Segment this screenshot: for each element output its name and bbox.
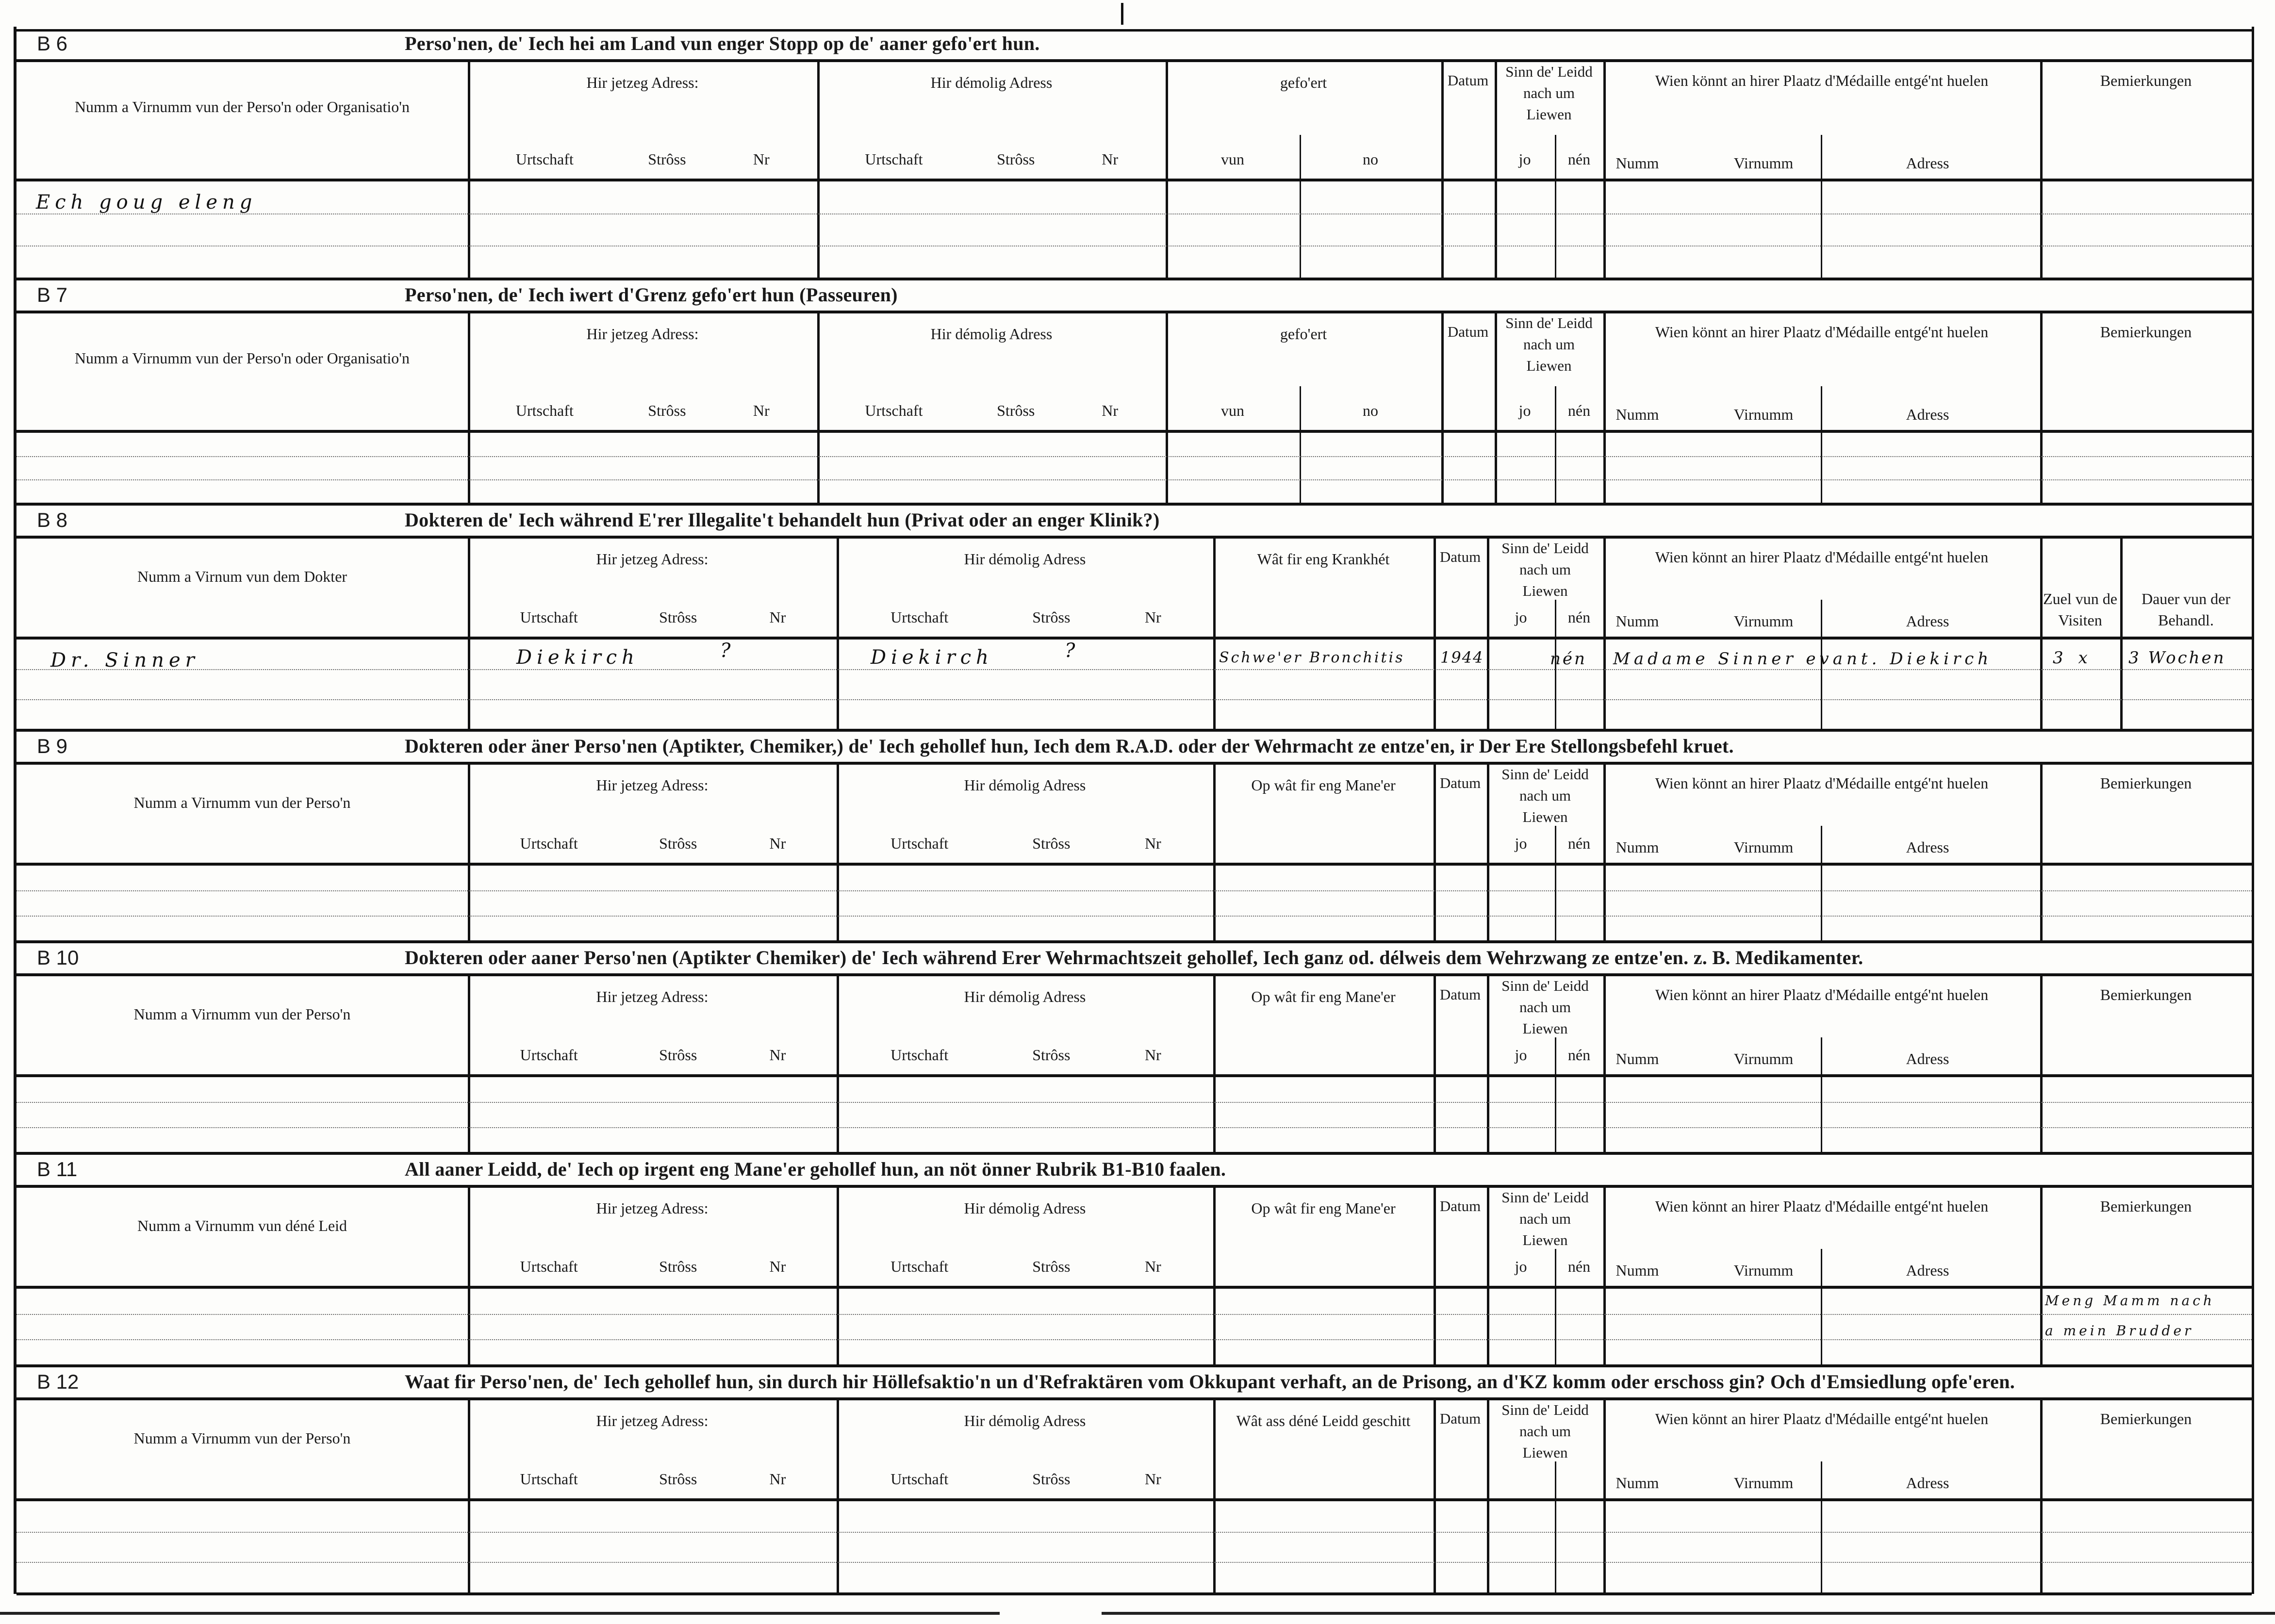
- column-divider: [1603, 1185, 1606, 1364]
- entry-line: [16, 1102, 2252, 1103]
- current-address-header: Hir jetzeg Adress:: [596, 988, 709, 1005]
- dauer-header: Dauer vun der Behandl.: [2141, 590, 2231, 629]
- medal-divider: [1821, 1461, 1822, 1592]
- column-divider: [837, 762, 839, 940]
- sinn-jo-label: jo: [1515, 1046, 1527, 1064]
- stross-label: Strôss: [1032, 1258, 1071, 1275]
- header-rule: [16, 1286, 2252, 1289]
- gefoert-divider: [1300, 386, 1301, 503]
- section-b10: [16, 943, 2252, 1155]
- urtschaft-label: Urtschaft: [520, 608, 578, 626]
- name-column-header: Numm a Virnumm vun der Perso'n oder Organisatio'n: [74, 98, 410, 115]
- nr-label: Nr: [1144, 1470, 1161, 1488]
- header-rule: [16, 863, 2252, 866]
- column-divider: [1603, 311, 1606, 503]
- column-divider: [468, 762, 470, 940]
- sinn-header: Sinn de' Leidd nach um Liewen: [1505, 63, 1593, 123]
- sinn-divider: [1555, 1461, 1556, 1592]
- former-address-header: Hir démolig Adress: [964, 988, 1086, 1005]
- medal-numm-label: Numm: [1616, 612, 1659, 630]
- stross-label: Strôss: [1032, 1046, 1071, 1064]
- column-divider: [468, 311, 470, 503]
- column4-header: Op wât fir eng Mane'er: [1251, 1199, 1396, 1217]
- column-divider: [1166, 311, 1168, 503]
- medal-header: Wien könnt an hirer Plaatz d'Médaille entgé'nt huelen: [1655, 1410, 1989, 1427]
- nr-label: Nr: [769, 608, 786, 626]
- column-divider: [2040, 1397, 2043, 1592]
- former-address-header: Hir démolig Adress: [930, 74, 1053, 91]
- urtschaft-label: Urtschaft: [890, 608, 949, 626]
- former-address-header: Hir démolig Adress: [964, 1412, 1086, 1429]
- datum-header: Datum: [1439, 548, 1481, 565]
- nr-label: Nr: [1144, 1258, 1161, 1275]
- urtschaft-label: Urtschaft: [515, 150, 574, 168]
- urtschaft-label: Urtschaft: [890, 1258, 949, 1275]
- nr-label: Nr: [1144, 608, 1161, 626]
- nr-label: Nr: [1144, 835, 1161, 852]
- sinn-nen-label: nén: [1567, 835, 1591, 852]
- remarks-header: Bemierkungen: [2100, 323, 2192, 341]
- section-b6: [16, 29, 2252, 280]
- header-rule: [16, 1074, 2252, 1077]
- medal-virnumm-label: Virnumm: [1733, 1474, 1794, 1492]
- medal-virnumm-label: Virnumm: [1733, 406, 1794, 423]
- column-divider: [2040, 311, 2043, 503]
- datum-header: Datum: [1447, 72, 1489, 89]
- entry-line: [16, 479, 2252, 480]
- column-divider: [817, 59, 820, 278]
- sinn-header: Sinn de' Leidd nach um Liewen: [1501, 977, 1589, 1037]
- entry-illness: Schwe'er Bronchitis: [1219, 649, 1405, 666]
- stross-label: Strôss: [997, 150, 1035, 168]
- current-address-header: Hir jetzeg Adress:: [586, 74, 699, 91]
- medal-numm-label: Numm: [1616, 1262, 1659, 1279]
- medal-adress-label: Adress: [1906, 612, 1949, 630]
- stross-label: Strôss: [659, 1470, 697, 1488]
- medal-virnumm-label: Virnumm: [1733, 1050, 1794, 1067]
- nr-label: Nr: [769, 1258, 786, 1275]
- column-divider: [1603, 762, 1606, 940]
- medal-adress-label: Adress: [1906, 406, 1949, 423]
- column-divider: [468, 973, 470, 1152]
- former-address-header: Hir démolig Adress: [964, 1199, 1086, 1217]
- remarks-header: Bemierkungen: [2100, 774, 2192, 792]
- entry-line: [16, 1532, 2252, 1533]
- section-code: B 10: [37, 946, 79, 969]
- column4-header: Wât fir eng Krankhét: [1257, 550, 1390, 568]
- stross-label: Strôss: [1032, 608, 1071, 626]
- entry-line: [16, 669, 2252, 670]
- gefoert-no-label: no: [1363, 402, 1378, 419]
- sinn-nen-label: nén: [1567, 1258, 1591, 1275]
- stross-label: Strôss: [648, 150, 686, 168]
- sinn-nen-label: nén: [1567, 608, 1591, 626]
- medal-divider: [1821, 826, 1822, 940]
- column4-header: Op wât fir eng Mane'er: [1251, 988, 1396, 1005]
- datum-header: Datum: [1439, 1197, 1481, 1214]
- current-address-header: Hir jetzeg Adress:: [596, 1412, 709, 1429]
- entry-line: [16, 916, 2252, 917]
- column-divider: [1213, 1185, 1216, 1364]
- medal-divider: [1821, 386, 1822, 503]
- urtschaft-label: Urtschaft: [890, 1470, 949, 1488]
- remark-line-1: Meng Mamm nach: [2045, 1293, 2215, 1309]
- section-b8: [16, 506, 2252, 732]
- medal-numm-label: Numm: [1616, 1050, 1659, 1067]
- column-divider: [1495, 311, 1497, 503]
- entry-date: 1944: [1440, 648, 1484, 667]
- zuel-visiten-header: Zuel vun de Visiten: [2043, 590, 2117, 629]
- sinn-jo-label: jo: [1518, 402, 1531, 419]
- section-b7: [16, 280, 2252, 506]
- column-divider: [468, 1397, 470, 1592]
- current-address-header: Hir jetzeg Adress:: [596, 1199, 709, 1217]
- section-code: B 8: [37, 509, 68, 531]
- entry-line: [16, 1127, 2252, 1128]
- entry-line: [16, 1562, 2252, 1563]
- title-rule: [16, 973, 2252, 976]
- current-address-header: Hir jetzeg Adress:: [596, 776, 709, 794]
- datum-header: Datum: [1447, 323, 1489, 340]
- nr-label: Nr: [1144, 1046, 1161, 1064]
- header-rule: [16, 1498, 2252, 1501]
- sinn-jo-label: jo: [1515, 608, 1527, 626]
- column-divider: [1603, 973, 1606, 1152]
- column-divider: [2040, 973, 2043, 1152]
- column-divider: [1487, 973, 1489, 1152]
- name-column-header: Numm a Virnumm vun déné Leid: [137, 1217, 347, 1234]
- nr-label: Nr: [1102, 150, 1118, 168]
- column-divider: [2040, 59, 2043, 278]
- name-column-header: Numm a Virnumm vun der Perso'n: [133, 1429, 351, 1447]
- entry-line: [16, 1339, 2252, 1340]
- section-title: All aaner Leidd, de' Iech op irgent eng Mane'er gehollef hun, an nöt önner Rubrik B1-B10 faalen.: [405, 1158, 1226, 1180]
- sinn-header: Sinn de' Leidd nach um Liewen: [1501, 1401, 1589, 1461]
- stross-label: Strôss: [648, 402, 686, 419]
- medal-adress-label: Adress: [1906, 1474, 1949, 1492]
- name-column-header: Numm a Virnumm vun der Perso'n oder Organisatio'n: [74, 349, 410, 367]
- entry-duration: 3 Wochen: [2128, 648, 2226, 668]
- column-divider: [837, 1185, 839, 1364]
- medal-numm-label: Numm: [1616, 838, 1659, 856]
- column4-header: Op wât fir eng Mane'er: [1251, 776, 1396, 794]
- name-column-header: Numm a Virnumm vun der Perso'n: [133, 794, 351, 811]
- former-address-header: Hir démolig Adress: [964, 776, 1086, 794]
- column-divider: [1213, 1397, 1216, 1592]
- column-divider: [1487, 762, 1489, 940]
- entry-former-nr: ?: [1065, 640, 1080, 662]
- section-code: B 7: [37, 283, 68, 306]
- entry-current-town: Diekirch: [516, 646, 639, 669]
- remarks-header: Bemierkungen: [2100, 1197, 2192, 1215]
- name-column-header: Numm a Virnumm vun der Perso'n: [133, 1005, 351, 1023]
- column-divider: [468, 1185, 470, 1364]
- urtschaft-label: Urtschaft: [890, 835, 949, 852]
- entry-current-nr: ?: [720, 640, 736, 662]
- section-title: Perso'nen, de' Iech iwert d'Grenz gefo'ert hun (Passeuren): [405, 284, 898, 306]
- stross-label: Strôss: [1032, 835, 1071, 852]
- nr-label: Nr: [1102, 402, 1118, 419]
- datum-header: Datum: [1439, 1410, 1481, 1427]
- entry-line: [16, 456, 2252, 457]
- medal-numm-label: Numm: [1616, 406, 1659, 423]
- gefoert-vun-label: vun: [1221, 402, 1244, 419]
- bottom-rule-left: [0, 1612, 1000, 1615]
- entry-former-town: Diekirch: [871, 646, 993, 669]
- urtschaft-label: Urtschaft: [890, 1046, 949, 1064]
- urtschaft-label: Urtschaft: [515, 402, 574, 419]
- section-title: Dokteren oder äner Perso'nen (Aptikter, Chemiker,) de' Iech gehollef hun, Iech dem R.A.D. oder der Wehrmacht ze entze'en, ir Der Ere Stellongsbefehl kruet.: [405, 735, 1734, 757]
- column-divider: [1166, 59, 1168, 278]
- column-divider: [837, 1397, 839, 1592]
- column-divider: [1495, 59, 1497, 278]
- section-title: Perso'nen, de' Iech hei am Land vun enger Stopp op de' aaner gefo'ert hun.: [405, 33, 1040, 54]
- medal-adress-label: Adress: [1906, 1262, 1949, 1279]
- nr-label: Nr: [769, 1046, 786, 1064]
- medal-header: Wien könnt an hirer Plaatz d'Médaille entgé'nt huelen: [1655, 986, 1989, 1003]
- title-rule: [16, 1397, 2252, 1400]
- section-bottom-rule: [16, 1592, 2252, 1595]
- column-divider: [1213, 973, 1216, 1152]
- entry-line: [16, 890, 2252, 891]
- stross-label: Strôss: [659, 608, 697, 626]
- section-title: Dokteren de' Iech während E'rer Illegalite't behandelt hun (Privat oder an enger Klinik?): [405, 509, 1160, 531]
- sinn-nen-label: nén: [1567, 1046, 1591, 1064]
- medal-numm-label: Numm: [1616, 154, 1659, 172]
- stross-label: Strôss: [659, 1046, 697, 1064]
- title-rule: [16, 762, 2252, 765]
- title-rule: [16, 536, 2252, 539]
- remarks-header: Bemierkungen: [2100, 72, 2192, 89]
- medal-adress-label: Adress: [1906, 154, 1949, 172]
- entry-medal-person: Madame Sinner evant. Diekirch: [1613, 649, 1993, 669]
- gefoert-no-label: no: [1363, 150, 1378, 168]
- urtschaft-label: Urtschaft: [520, 1470, 578, 1488]
- column-divider: [1603, 1397, 1606, 1592]
- section-code: B 12: [37, 1370, 79, 1393]
- entry-visits: 3 x: [2053, 648, 2093, 668]
- remarks-header: Bemierkungen: [2100, 1410, 2192, 1427]
- medal-header: Wien könnt an hirer Plaatz d'Médaille entgé'nt huelen: [1655, 548, 1989, 566]
- medal-virnumm-label: Virnumm: [1733, 838, 1794, 856]
- column-divider: [837, 973, 839, 1152]
- medal-header: Wien könnt an hirer Plaatz d'Médaille entgé'nt huelen: [1655, 323, 1989, 341]
- entry-name-handwriting: Ech goug eleng: [36, 191, 257, 213]
- column-divider: [1487, 1185, 1489, 1364]
- section-b11: [16, 1155, 2252, 1367]
- entry-line: [16, 213, 2252, 214]
- current-address-header: Hir jetzeg Adress:: [586, 325, 699, 343]
- datum-header: Datum: [1439, 986, 1481, 1003]
- column-divider: [1213, 762, 1216, 940]
- sinn-jo-label: jo: [1515, 1258, 1527, 1275]
- title-rule: [16, 1185, 2252, 1188]
- column-divider: [468, 59, 470, 278]
- column-divider: [1603, 59, 1606, 278]
- title-rule: [16, 311, 2252, 313]
- medal-header: Wien könnt an hirer Plaatz d'Médaille entgé'nt huelen: [1655, 774, 1989, 792]
- urtschaft-label: Urtschaft: [520, 835, 578, 852]
- section-b9: [16, 732, 2252, 943]
- column4-header: gefo'ert: [1280, 325, 1327, 343]
- column-divider: [2040, 762, 2043, 940]
- sinn-nen-label: nén: [1567, 150, 1591, 168]
- urtschaft-label: Urtschaft: [520, 1258, 578, 1275]
- section-code: B 11: [37, 1158, 78, 1181]
- former-address-header: Hir démolig Adress: [964, 550, 1086, 568]
- remarks-header: Bemierkungen: [2100, 986, 2192, 1003]
- section-code: B 9: [37, 735, 68, 757]
- sinn-header: Sinn de' Leidd nach um Liewen: [1505, 314, 1593, 374]
- nr-label: Nr: [769, 835, 786, 852]
- nr-label: Nr: [753, 402, 770, 419]
- sinn-header: Sinn de' Leidd nach um Liewen: [1501, 766, 1589, 825]
- column-divider: [2040, 1185, 2043, 1364]
- sinn-header: Sinn de' Leidd nach um Liewen: [1501, 1189, 1589, 1248]
- entry-doctor-name: Dr. Sinner: [50, 649, 199, 672]
- former-address-header: Hir démolig Adress: [930, 325, 1053, 343]
- medal-divider: [1821, 135, 1822, 278]
- sinn-jo-label: jo: [1515, 835, 1527, 852]
- section-title: Waat fir Perso'nen, de' Iech gehollef hun, sin durch hir Höllefsaktio'n un d'Refraktären vom Okkupant verhaft, an de Prisong, an d'KZ komm oder erschoss gin? Och d'Emsiedlung opfe'eren.: [405, 1371, 2015, 1393]
- nr-label: Nr: [753, 150, 770, 168]
- medal-virnumm-label: Virnumm: [1733, 1262, 1794, 1279]
- gefoert-vun-label: vun: [1221, 150, 1244, 168]
- section-title: Dokteren oder aaner Perso'nen (Aptikter Chemiker) de' Iech während Erer Wehrmachtszeit gehollef, Iech ganz od. délweis dem Wehrzwang ze entze'en. z. B. Medikamenter.: [405, 947, 1863, 968]
- entry-line: [16, 699, 2252, 700]
- urtschaft-label: Urtschaft: [865, 150, 923, 168]
- entry-line: [16, 1314, 2252, 1315]
- medal-adress-label: Adress: [1906, 838, 1949, 856]
- current-address-header: Hir jetzeg Adress:: [596, 550, 709, 568]
- remark-line-2: a mein Brudder: [2045, 1323, 2194, 1339]
- title-rule: [16, 59, 2252, 62]
- sinn-header: Sinn de' Leidd nach um Liewen: [1501, 540, 1589, 599]
- medal-divider: [1821, 1037, 1822, 1152]
- medal-header: Wien könnt an hirer Plaatz d'Médaille entgé'nt huelen: [1655, 72, 1989, 89]
- top-mark: [1121, 3, 1123, 25]
- nr-label: Nr: [769, 1470, 786, 1488]
- sinn-jo-label: jo: [1518, 150, 1531, 168]
- stross-label: Strôss: [997, 402, 1035, 419]
- medal-numm-label: Numm: [1616, 1474, 1659, 1492]
- datum-header: Datum: [1439, 774, 1481, 791]
- section-code: B 6: [37, 32, 68, 55]
- section-b12: [16, 1367, 2252, 1595]
- gefoert-divider: [1300, 135, 1301, 278]
- medal-adress-label: Adress: [1906, 1050, 1949, 1067]
- stross-label: Strôss: [659, 1258, 697, 1275]
- column4-header: gefo'ert: [1280, 74, 1327, 91]
- stross-label: Strôss: [659, 835, 697, 852]
- medal-virnumm-label: Virnumm: [1733, 154, 1794, 172]
- medal-virnumm-label: Virnumm: [1733, 612, 1794, 630]
- frame-right: [2252, 27, 2254, 1594]
- sinn-nen-label: nén: [1567, 402, 1591, 419]
- medal-header: Wien könnt an hirer Plaatz d'Médaille entgé'nt huelen: [1655, 1197, 1989, 1215]
- entry-alive: nén: [1550, 649, 1587, 669]
- urtschaft-label: Urtschaft: [520, 1046, 578, 1064]
- medal-divider: [1821, 1249, 1822, 1364]
- column-divider: [817, 311, 820, 503]
- header-rule: [16, 637, 2252, 640]
- name-column-header: Numm a Virnum vun dem Dokter: [137, 568, 347, 585]
- stross-label: Strôss: [1032, 1470, 1071, 1488]
- header-rule: [16, 179, 2252, 181]
- column4-header: Wât ass déné Leidd geschitt: [1236, 1412, 1411, 1429]
- bottom-rule-right: [1102, 1612, 2275, 1615]
- column-divider: [1487, 1397, 1489, 1592]
- column-divider: [1441, 59, 1444, 278]
- header-rule: [16, 430, 2252, 433]
- urtschaft-label: Urtschaft: [865, 402, 923, 419]
